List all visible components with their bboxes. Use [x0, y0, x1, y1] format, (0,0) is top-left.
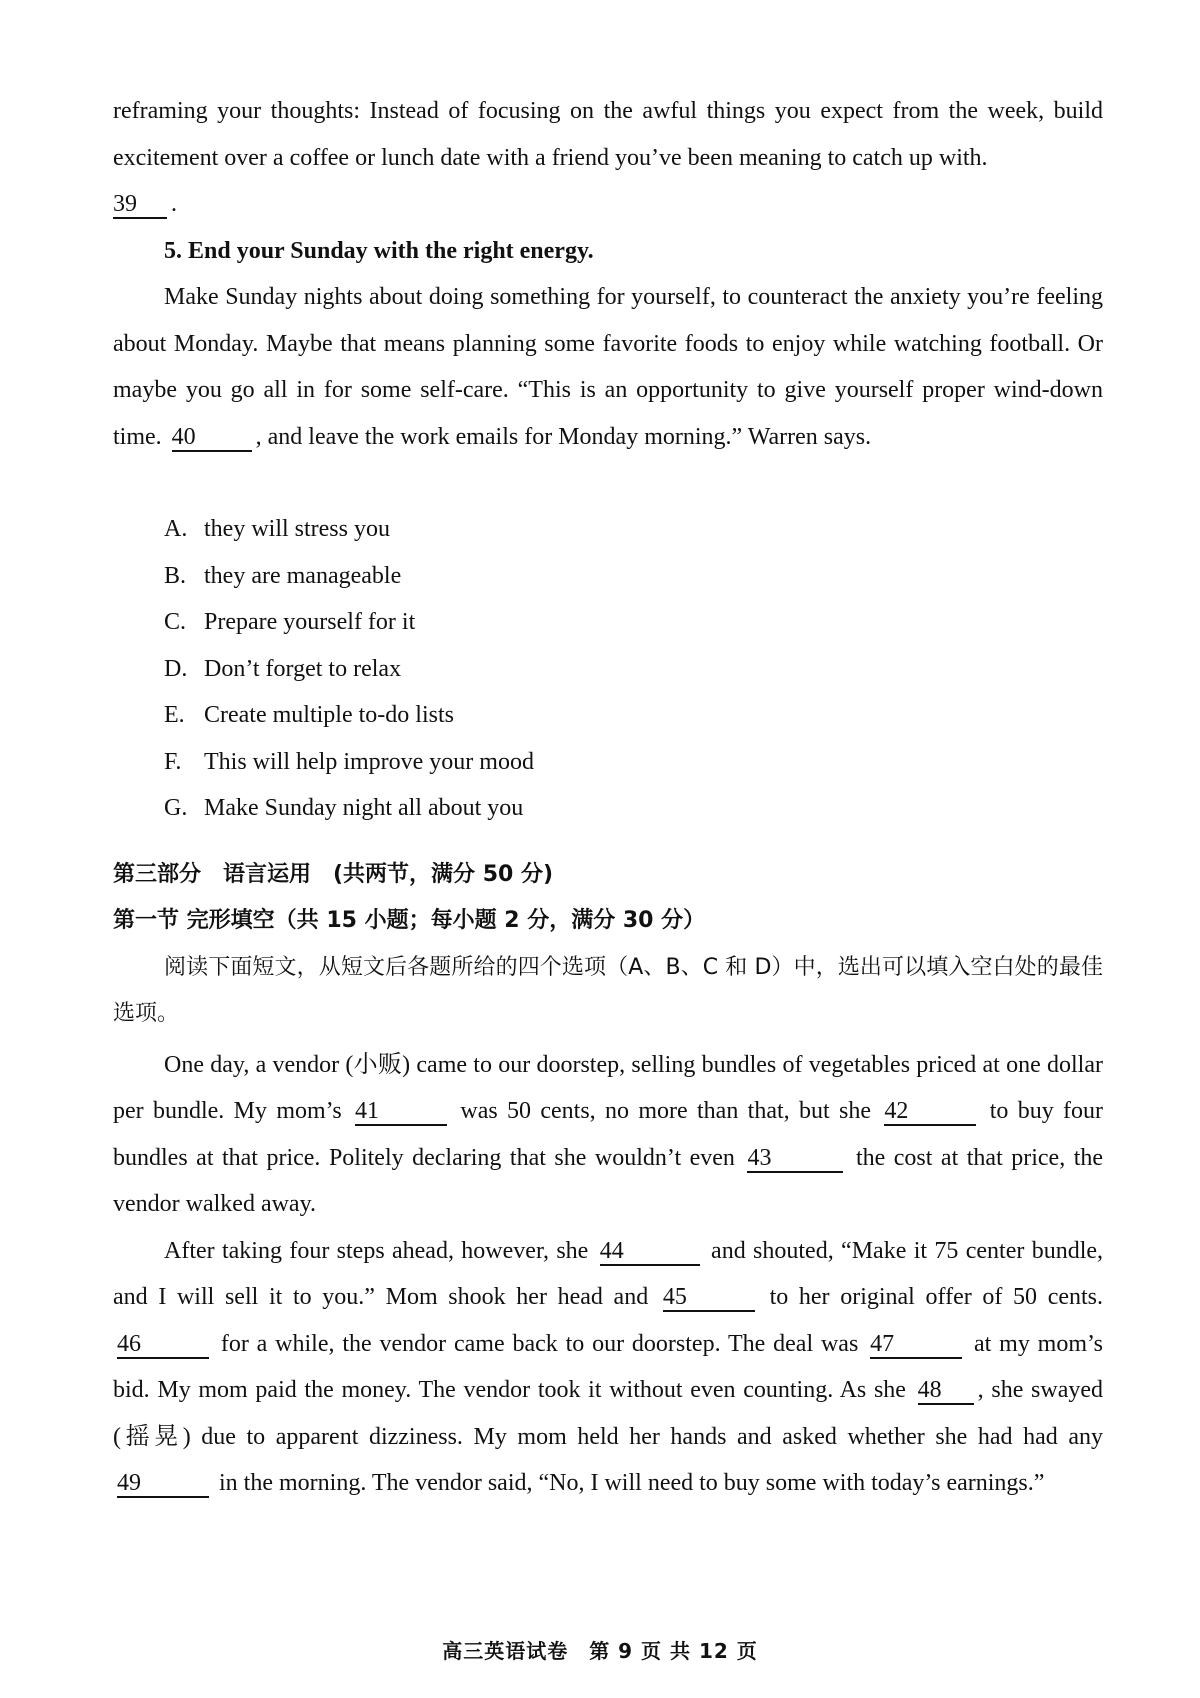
option-letter: E.	[164, 702, 185, 728]
option-e	[164, 692, 1103, 739]
option-g	[164, 785, 1103, 832]
option-letter: D.	[164, 655, 188, 682]
option-text: Make Sunday night all about you	[204, 795, 524, 821]
cloze-text: and shouted, “Make it 75 center bundle, and I will sell it to you.” Mom shook her head and	[113, 1237, 1104, 1310]
blank-49: 49	[117, 1470, 209, 1498]
cloze-text: to her original offer of 50 cents.	[769, 1284, 1104, 1310]
option-text: Create multiple to-do lists	[204, 702, 454, 728]
blank-46: 46	[117, 1331, 209, 1359]
paragraph-5	[113, 274, 1103, 460]
paragraph-5-text: Make Sunday nights about doing something for yourself, to counteract the anxiety you’re feeling about Monday. Maybe that means planning some favorite foods to enjoy while watching football. Or maybe you go all in for some self-care. “This is an opportunity to give yourself proper wind-down time.	[113, 284, 1103, 450]
cloze-text: , she swayed (摇晃) due to apparent dizziness. My mom held her hands and asked whether she had had any	[113, 1377, 1104, 1450]
option-text: This will help improve your mood	[204, 748, 534, 775]
option-text: Prepare yourself for it	[204, 609, 416, 635]
period: .	[171, 191, 177, 217]
blank-42: 42	[884, 1098, 976, 1126]
cloze-text: One day, a vendor (小贩) came to our doorstep, selling bundles of vegetables priced at one dollar per bundle. My mom’s	[113, 1051, 1103, 1124]
section-heading-5: 5. End your Sunday with the right energy.	[164, 237, 594, 264]
blank-40: 40	[172, 424, 252, 452]
page-content	[113, 88, 1103, 1507]
instructions: 阅读下面短文，从短文后各题所给的四个选项（A、B、C 和 D）中，选出可以填入空白处的最佳选项。	[113, 954, 1103, 1026]
option-text: Don’t forget to relax	[204, 655, 402, 682]
cloze-text: in the morning. The vendor said, “No, I will need to buy some with today’s earnings.”	[219, 1470, 1045, 1496]
blank-39: 39	[113, 191, 167, 219]
option-c	[164, 599, 1103, 646]
option-a	[164, 506, 1103, 553]
cloze-text: the cost at that price, the vendor walked away.	[113, 1144, 1104, 1217]
option-letter: B.	[164, 562, 187, 589]
option-text: they are manageable	[204, 562, 402, 589]
passage-line: reframing your thoughts: Instead of focusing on the awful things you expect from the week, build excitement over a coffee or lunch date with a friend you’ve been meaning to catch up with.	[113, 98, 1103, 171]
section-title: 第一节 完形填空（共 15 小题；每小题 2 分，满分 30 分）	[113, 908, 706, 933]
cloze-text: was 50 cents, no more than that, but she	[460, 1098, 871, 1124]
cloze-text: at my mom’s bid. My mom paid the money. The vendor took it without even counting. As she	[113, 1330, 1104, 1403]
option-f	[164, 739, 1103, 786]
blank-43: 43	[747, 1145, 843, 1173]
page-footer: 高三英语试卷 第 9 页 共 12 页	[442, 1639, 758, 1663]
cloze-text: to buy four bundles at that price. Politely declaring that she wouldn’t even	[113, 1098, 1104, 1171]
blank-41: 41	[355, 1098, 447, 1126]
cloze-text: After taking four steps ahead, however, she	[164, 1237, 589, 1264]
option-d	[164, 646, 1103, 693]
option-letter: C.	[164, 609, 187, 635]
cloze-text: for a while, the vendor came back to our doorstep. The deal was	[220, 1330, 859, 1357]
option-b	[164, 553, 1103, 600]
blank-45: 45	[663, 1284, 755, 1312]
cloze-paragraph-2	[113, 1228, 1103, 1507]
option-letter: F.	[164, 748, 182, 775]
option-letter: G.	[164, 795, 188, 821]
blank-48: 48	[918, 1377, 974, 1405]
blank-47: 47	[870, 1331, 962, 1359]
paragraph-5-end: , and leave the work emails for Monday morning.” Warren says.	[255, 423, 872, 450]
option-letter: A.	[164, 516, 188, 542]
blank-44: 44	[600, 1238, 700, 1266]
option-text: they will stress you	[204, 516, 390, 542]
part-title: 第三部分 语言运用 (共两节，满分 50 分)	[113, 861, 554, 887]
passage-continuation	[113, 88, 1103, 228]
options-list	[113, 506, 1103, 832]
cloze-paragraph-1	[113, 1042, 1103, 1228]
